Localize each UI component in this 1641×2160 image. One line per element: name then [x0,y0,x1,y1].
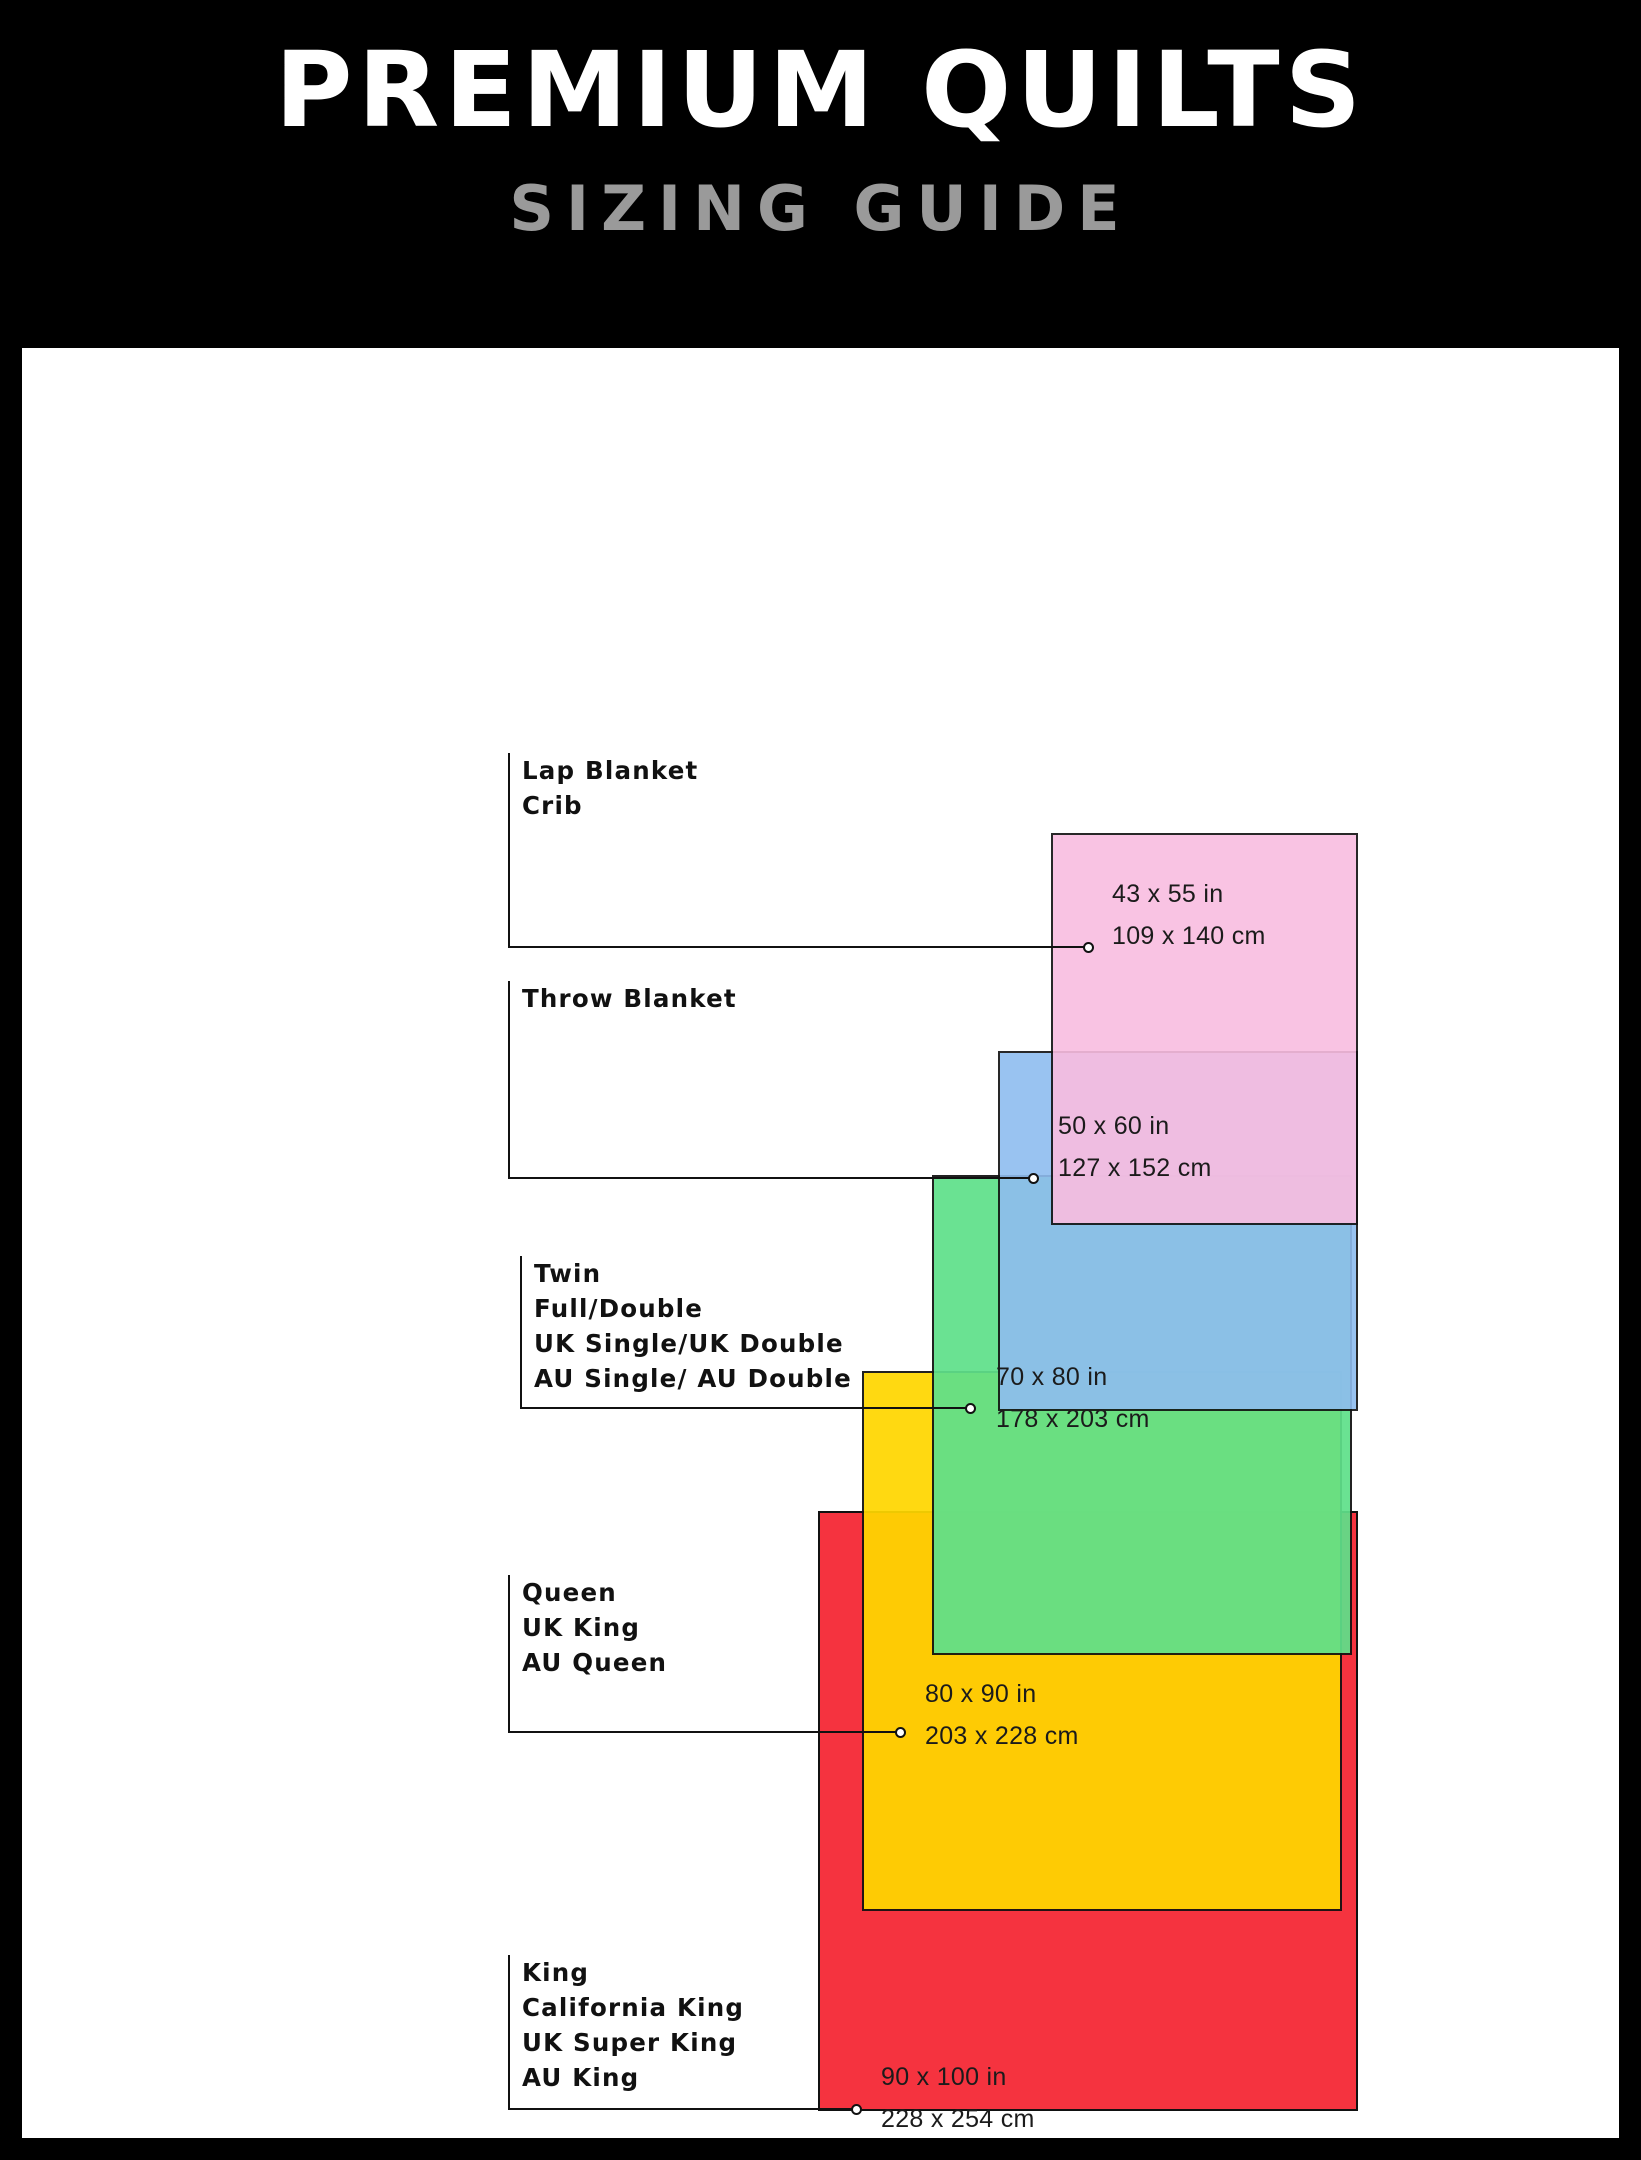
dims-queen-cm: 203 x 228 cm [925,1722,1079,1750]
callout-dot-twin-full [965,1403,976,1414]
callout-dot-lap-crib [1083,942,1094,953]
label-queen [522,1575,667,1680]
dims-king-in: 90 x 100 in [881,2063,1007,2091]
label-queen-line-3: AU Queen [522,1648,668,1677]
label-king-line-4: AU King [522,2063,640,2092]
dims-throw-cm: 127 x 152 cm [1058,1154,1212,1182]
label-lap-crib-line-1: Lap Blanket [522,756,699,785]
label-twin-full [534,1256,852,1396]
label-queen-line-2: UK King [522,1613,641,1642]
label-twin-full-line-2: Full/Double [534,1294,704,1323]
label-queen-line-1: Queen [522,1578,617,1607]
dims-queen [925,1673,1079,1757]
chart-canvas [22,348,1619,2138]
page-subtitle: SIZING GUIDE [509,172,1132,245]
label-throw [522,981,737,1016]
dims-twin-full-in: 70 x 80 in [996,1363,1108,1391]
dims-lap-crib-cm: 109 x 140 cm [1112,922,1266,950]
label-lap-crib [522,753,698,823]
dims-twin-full-cm: 178 x 203 cm [996,1405,1150,1433]
callout-dot-king [851,2104,862,2115]
dims-lap-crib-in: 43 x 55 in [1112,880,1224,908]
callout-dot-queen [895,1727,906,1738]
dims-throw-in: 50 x 60 in [1058,1112,1170,1140]
dims-lap-crib [1112,873,1266,957]
label-throw-line-1: Throw Blanket [522,984,737,1013]
label-king-line-2: California King [522,1993,745,2022]
dims-king [881,2056,1035,2140]
dims-twin-full [996,1356,1150,1440]
label-twin-full-line-1: Twin [534,1259,602,1288]
label-king-line-3: UK Super King [522,2028,738,2057]
label-twin-full-line-4: AU Single/ AU Double [534,1364,852,1393]
label-twin-full-line-3: UK Single/UK Double [534,1329,844,1358]
dims-king-cm: 228 x 254 cm [881,2105,1035,2133]
header-banner [0,0,1641,330]
label-lap-crib-line-2: Crib [522,791,583,820]
label-king [522,1955,744,2095]
quilt-size-chart [22,348,1619,2138]
page-title: PREMIUM QUILTS [274,29,1367,151]
dims-queen-in: 80 x 90 in [925,1680,1037,1708]
dims-throw [1058,1105,1212,1189]
label-king-line-1: King [522,1958,590,1987]
callout-dot-throw [1028,1173,1039,1184]
